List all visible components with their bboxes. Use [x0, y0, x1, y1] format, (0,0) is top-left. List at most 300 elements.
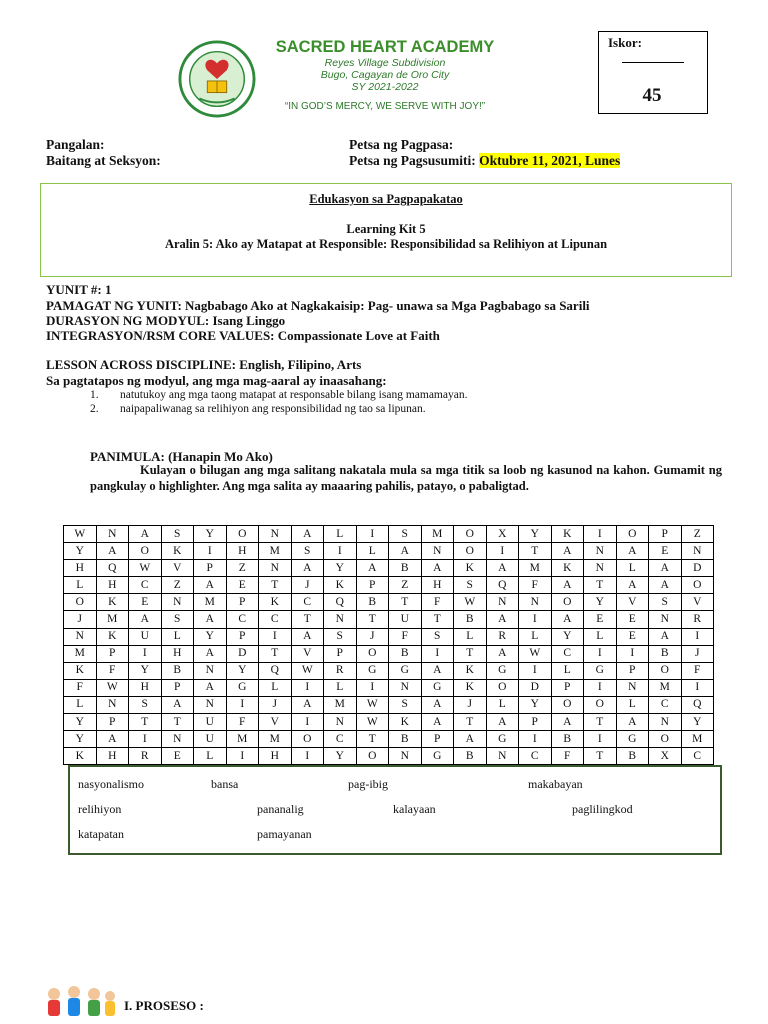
grid-letter-cell[interactable]: T [129, 714, 162, 731]
grid-letter-cell[interactable]: A [96, 731, 129, 748]
grid-letter-cell[interactable]: B [389, 731, 422, 748]
grid-letter-cell[interactable]: T [291, 611, 324, 628]
grid-letter-cell[interactable]: R [324, 662, 357, 679]
grid-letter-cell[interactable]: N [96, 696, 129, 713]
grid-letter-cell[interactable]: Q [681, 696, 714, 713]
grid-letter-cell[interactable]: S [161, 611, 194, 628]
grid-letter-cell[interactable]: P [551, 679, 584, 696]
grid-letter-cell[interactable]: I [584, 731, 617, 748]
grid-letter-cell[interactable]: A [649, 560, 682, 577]
grid-letter-cell[interactable]: I [519, 662, 552, 679]
grid-letter-cell[interactable]: L [64, 696, 97, 713]
grid-letter-cell[interactable]: M [519, 560, 552, 577]
grid-letter-cell[interactable]: A [649, 577, 682, 594]
grid-letter-cell[interactable]: O [584, 696, 617, 713]
grid-letter-cell[interactable]: Y [194, 628, 227, 645]
grid-letter-cell[interactable]: A [486, 611, 519, 628]
grid-letter-cell[interactable]: O [681, 577, 714, 594]
grid-letter-cell[interactable]: O [454, 543, 487, 560]
grid-letter-cell[interactable]: A [161, 696, 194, 713]
grid-letter-cell[interactable]: O [616, 526, 649, 543]
grid-letter-cell[interactable]: E [161, 748, 194, 765]
grid-letter-cell[interactable]: J [454, 696, 487, 713]
grid-letter-cell[interactable]: A [194, 611, 227, 628]
grid-letter-cell[interactable]: T [421, 611, 454, 628]
grid-letter-cell[interactable]: Q [486, 577, 519, 594]
grid-letter-cell[interactable]: N [64, 628, 97, 645]
grid-letter-cell[interactable]: T [584, 748, 617, 765]
grid-letter-cell[interactable]: N [324, 714, 357, 731]
grid-letter-cell[interactable]: A [194, 577, 227, 594]
grid-letter-cell[interactable]: K [454, 560, 487, 577]
grid-letter-cell[interactable]: Z [681, 526, 714, 543]
grid-letter-cell[interactable]: I [356, 526, 389, 543]
grid-letter-cell[interactable]: Y [226, 662, 259, 679]
grid-letter-cell[interactable]: W [129, 560, 162, 577]
grid-letter-cell[interactable]: A [486, 714, 519, 731]
grid-letter-cell[interactable]: T [161, 714, 194, 731]
grid-letter-cell[interactable]: W [96, 679, 129, 696]
grid-letter-cell[interactable]: C [551, 645, 584, 662]
grid-letter-cell[interactable]: L [194, 748, 227, 765]
grid-letter-cell[interactable]: Y [324, 560, 357, 577]
grid-letter-cell[interactable]: Y [681, 714, 714, 731]
grid-letter-cell[interactable]: N [161, 731, 194, 748]
grid-letter-cell[interactable]: O [551, 696, 584, 713]
grid-letter-cell[interactable]: A [551, 611, 584, 628]
grid-letter-cell[interactable]: M [226, 731, 259, 748]
grid-row [64, 577, 714, 594]
grid-letter-cell[interactable]: H [226, 543, 259, 560]
grid-letter-cell[interactable]: G [421, 679, 454, 696]
grid-letter-cell[interactable]: P [324, 645, 357, 662]
grid-letter-cell[interactable]: A [421, 662, 454, 679]
grid-letter-cell[interactable]: W [519, 645, 552, 662]
grid-letter-cell[interactable]: F [96, 662, 129, 679]
grid-letter-cell[interactable]: S [161, 526, 194, 543]
grid-letter-cell[interactable]: I [584, 645, 617, 662]
grid-letter-cell[interactable]: K [64, 748, 97, 765]
grid-letter-cell[interactable]: A [486, 560, 519, 577]
grid-letter-cell[interactable]: T [389, 594, 422, 611]
grid-letter-cell[interactable]: C [291, 594, 324, 611]
grid-letter-cell[interactable]: H [421, 577, 454, 594]
grid-letter-cell[interactable]: D [226, 645, 259, 662]
grid-letter-cell[interactable]: P [421, 731, 454, 748]
grid-letter-cell[interactable]: I [194, 543, 227, 560]
grid-letter-cell[interactable]: K [259, 594, 292, 611]
grid-letter-cell[interactable]: C [259, 611, 292, 628]
grid-letter-cell[interactable]: Q [96, 560, 129, 577]
grid-letter-cell[interactable]: T [356, 611, 389, 628]
grid-letter-cell[interactable]: A [486, 645, 519, 662]
grid-letter-cell[interactable]: Y [64, 731, 97, 748]
grid-letter-cell[interactable]: J [64, 611, 97, 628]
grid-letter-cell[interactable]: Y [194, 526, 227, 543]
grid-letter-cell[interactable]: A [356, 560, 389, 577]
grid-letter-cell[interactable]: I [584, 679, 617, 696]
grid-letter-cell[interactable]: Y [64, 714, 97, 731]
grid-letter-cell[interactable]: A [551, 714, 584, 731]
grid-letter-cell[interactable]: W [356, 696, 389, 713]
grid-letter-cell[interactable]: F [389, 628, 422, 645]
grid-letter-cell[interactable]: I [259, 628, 292, 645]
grid-row [64, 594, 714, 611]
grid-letter-cell[interactable]: G [616, 731, 649, 748]
grid-letter-cell[interactable]: E [616, 628, 649, 645]
grid-letter-cell[interactable]: L [324, 679, 357, 696]
discipline-value: English, Filipino, Arts [239, 357, 362, 372]
grid-letter-cell[interactable]: F [519, 577, 552, 594]
grid-letter-cell[interactable]: C [519, 748, 552, 765]
word-bank-item: makabayan [528, 777, 583, 791]
grid-letter-cell[interactable]: J [259, 696, 292, 713]
score-blank-line [622, 62, 684, 63]
grid-letter-cell[interactable]: J [356, 628, 389, 645]
grid-letter-cell[interactable]: N [324, 611, 357, 628]
grid-letter-cell[interactable]: V [161, 560, 194, 577]
grid-letter-cell[interactable]: B [161, 662, 194, 679]
grid-letter-cell[interactable]: O [551, 594, 584, 611]
intro-instructions: Kulayan o bilugan ang mga salitang nakatala mula sa mga titik sa loob ng kasunod na kahon. Gumamit ng pangkulay o highlighter. Ang mga salita ay maaaring pahilis, patayo, o pabaligtad. [90, 463, 722, 493]
grid-letter-cell[interactable]: G [389, 662, 422, 679]
grid-letter-cell[interactable]: E [649, 543, 682, 560]
grid-letter-cell[interactable]: I [519, 611, 552, 628]
grid-letter-cell[interactable]: A [454, 731, 487, 748]
grid-letter-cell[interactable]: A [649, 628, 682, 645]
grid-letter-cell[interactable]: I [486, 543, 519, 560]
grid-letter-cell[interactable]: I [356, 679, 389, 696]
grid-letter-cell[interactable]: A [291, 628, 324, 645]
grid-letter-cell[interactable]: K [324, 577, 357, 594]
grid-letter-cell[interactable]: A [129, 526, 162, 543]
grid-letter-cell[interactable]: N [649, 714, 682, 731]
grid-letter-cell[interactable]: C [226, 611, 259, 628]
grid-letter-cell[interactable]: K [96, 628, 129, 645]
grid-letter-cell[interactable]: H [259, 748, 292, 765]
grid-letter-cell[interactable]: N [194, 696, 227, 713]
grid-letter-cell[interactable]: T [259, 577, 292, 594]
grid-letter-cell[interactable]: A [616, 577, 649, 594]
grid-letter-cell[interactable]: K [454, 679, 487, 696]
grid-letter-cell[interactable]: N [584, 543, 617, 560]
grid-letter-cell[interactable]: Y [324, 748, 357, 765]
grid-letter-cell[interactable]: O [64, 594, 97, 611]
grid-letter-cell[interactable]: C [681, 748, 714, 765]
grid-letter-cell[interactable]: T [454, 714, 487, 731]
grid-letter-cell[interactable]: P [161, 679, 194, 696]
grid-letter-cell[interactable]: I [519, 731, 552, 748]
grid-letter-cell[interactable]: L [161, 628, 194, 645]
grid-letter-cell[interactable]: M [194, 594, 227, 611]
grid-letter-cell[interactable]: T [356, 731, 389, 748]
grid-letter-cell[interactable]: G [356, 662, 389, 679]
grid-letter-cell[interactable]: G [486, 731, 519, 748]
grid-letter-cell[interactable]: B [616, 748, 649, 765]
grid-letter-cell[interactable]: K [96, 594, 129, 611]
grid-letter-cell[interactable]: A [551, 543, 584, 560]
grid-letter-cell[interactable]: H [64, 560, 97, 577]
grid-letter-cell[interactable]: I [616, 645, 649, 662]
grid-letter-cell[interactable]: P [519, 714, 552, 731]
grid-letter-cell[interactable]: N [584, 560, 617, 577]
grid-letter-cell[interactable]: S [649, 594, 682, 611]
grid-row [64, 714, 714, 731]
core-values-row [46, 328, 440, 344]
grid-letter-cell[interactable]: M [681, 731, 714, 748]
grid-letter-cell[interactable]: A [421, 714, 454, 731]
grid-letter-cell[interactable]: I [584, 526, 617, 543]
grid-letter-cell[interactable]: L [259, 679, 292, 696]
grid-letter-cell[interactable]: M [324, 696, 357, 713]
grid-letter-cell[interactable]: S [421, 628, 454, 645]
module-duration-value: Isang Linggo [212, 313, 286, 328]
grid-letter-cell[interactable]: A [551, 577, 584, 594]
grid-letter-cell[interactable]: S [324, 628, 357, 645]
grid-letter-cell[interactable]: P [616, 662, 649, 679]
grid-letter-cell[interactable]: Z [226, 560, 259, 577]
grid-letter-cell[interactable]: N [259, 560, 292, 577]
grid-row [64, 731, 714, 748]
grid-letter-cell[interactable]: V [616, 594, 649, 611]
grid-letter-cell[interactable]: J [291, 577, 324, 594]
grid-letter-cell[interactable]: S [389, 526, 422, 543]
grid-letter-cell[interactable]: Z [161, 577, 194, 594]
grid-letter-cell[interactable]: S [454, 577, 487, 594]
grid-letter-cell[interactable]: N [259, 526, 292, 543]
grid-letter-cell[interactable]: M [96, 611, 129, 628]
grid-letter-cell[interactable]: C [129, 577, 162, 594]
grid-letter-cell[interactable]: Q [259, 662, 292, 679]
grid-letter-cell[interactable]: R [486, 628, 519, 645]
grid-letter-cell[interactable]: H [161, 645, 194, 662]
grid-letter-cell[interactable]: N [649, 611, 682, 628]
grid-letter-cell[interactable]: N [519, 594, 552, 611]
grid-letter-cell[interactable]: E [129, 594, 162, 611]
grid-letter-cell[interactable]: L [454, 628, 487, 645]
grid-letter-cell[interactable]: A [291, 526, 324, 543]
grid-letter-cell[interactable]: M [64, 645, 97, 662]
grid-letter-cell[interactable]: A [421, 560, 454, 577]
grid-letter-cell[interactable]: Y [551, 628, 584, 645]
grid-letter-cell[interactable]: T [454, 645, 487, 662]
grid-letter-cell[interactable]: W [356, 714, 389, 731]
grid-letter-cell[interactable]: O [356, 645, 389, 662]
grid-letter-cell[interactable]: R [129, 748, 162, 765]
grid-letter-cell[interactable]: O [226, 526, 259, 543]
grid-letter-cell[interactable]: O [356, 748, 389, 765]
grid-letter-cell[interactable]: U [194, 714, 227, 731]
grid-letter-cell[interactable]: P [226, 594, 259, 611]
grid-letter-cell[interactable]: E [616, 611, 649, 628]
unit-title-label: PAMAGAT NG YUNIT: [46, 298, 182, 313]
grid-letter-cell[interactable]: B [454, 611, 487, 628]
grid-letter-cell[interactable]: B [389, 560, 422, 577]
grid-letter-cell[interactable]: A [96, 543, 129, 560]
grid-letter-cell[interactable]: F [64, 679, 97, 696]
grid-letter-cell[interactable]: L [519, 628, 552, 645]
grid-letter-cell[interactable]: A [194, 645, 227, 662]
grid-letter-cell[interactable]: L [486, 696, 519, 713]
grid-letter-cell[interactable]: K [161, 543, 194, 560]
grid-letter-cell[interactable]: N [681, 543, 714, 560]
grid-letter-cell[interactable]: N [486, 748, 519, 765]
grid-letter-cell[interactable]: I [129, 645, 162, 662]
grid-letter-cell[interactable]: H [129, 679, 162, 696]
grid-letter-cell[interactable]: Y [64, 543, 97, 560]
grid-letter-cell[interactable]: M [259, 731, 292, 748]
grid-letter-cell[interactable]: S [129, 696, 162, 713]
grid-letter-cell[interactable]: I [324, 543, 357, 560]
grid-letter-cell[interactable]: A [389, 543, 422, 560]
grid-letter-cell[interactable]: F [681, 662, 714, 679]
grid-letter-cell[interactable]: F [551, 748, 584, 765]
grid-letter-cell[interactable]: I [226, 696, 259, 713]
word-bank-item: bansa [211, 777, 239, 791]
grid-letter-cell[interactable]: Y [519, 526, 552, 543]
grid-letter-cell[interactable]: T [259, 645, 292, 662]
grid-letter-cell[interactable]: U [389, 611, 422, 628]
grid-letter-cell[interactable]: P [649, 526, 682, 543]
grid-letter-cell[interactable]: U [194, 731, 227, 748]
grid-letter-cell[interactable]: W [64, 526, 97, 543]
grid-letter-cell[interactable]: H [96, 577, 129, 594]
grid-letter-cell[interactable]: P [356, 577, 389, 594]
school-address-line-1: Reyes Village Subdivision [324, 57, 446, 69]
grid-letter-cell[interactable]: B [551, 731, 584, 748]
grid-letter-cell[interactable]: A [616, 714, 649, 731]
grid-row [64, 543, 714, 560]
grid-letter-cell[interactable]: K [454, 662, 487, 679]
grid-letter-cell[interactable]: N [389, 748, 422, 765]
grid-letter-cell[interactable]: O [486, 679, 519, 696]
grid-letter-cell[interactable]: L [616, 560, 649, 577]
grid-letter-cell[interactable]: O [649, 662, 682, 679]
grid-letter-cell[interactable]: I [129, 731, 162, 748]
grid-letter-cell[interactable]: X [486, 526, 519, 543]
grid-letter-cell[interactable]: N [194, 662, 227, 679]
grid-letter-cell[interactable]: W [291, 662, 324, 679]
grid-letter-cell[interactable]: T [584, 577, 617, 594]
school-motto: “IN GOD’S MERCY, WE SERVE WITH JOY!” [284, 101, 486, 112]
grid-letter-cell[interactable]: A [421, 696, 454, 713]
grid-letter-cell[interactable]: I [681, 628, 714, 645]
grid-letter-cell[interactable]: O [129, 543, 162, 560]
grid-letter-cell[interactable]: M [421, 526, 454, 543]
grid-letter-cell[interactable]: F [226, 714, 259, 731]
grid-letter-cell[interactable]: Q [324, 594, 357, 611]
name-label: Pangalan: [46, 137, 105, 152]
grid-letter-cell[interactable]: O [649, 731, 682, 748]
grid-letter-cell[interactable]: Z [389, 577, 422, 594]
grid-letter-cell[interactable]: M [259, 543, 292, 560]
grid-letter-cell[interactable]: W [454, 594, 487, 611]
grid-letter-cell[interactable]: A [291, 696, 324, 713]
grid-letter-cell[interactable]: S [291, 543, 324, 560]
grid-letter-cell[interactable]: V [681, 594, 714, 611]
grid-letter-cell[interactable]: B [454, 748, 487, 765]
grid-letter-cell[interactable]: C [649, 696, 682, 713]
grid-letter-cell[interactable]: A [129, 611, 162, 628]
grid-letter-cell[interactable]: L [324, 526, 357, 543]
grid-letter-cell[interactable]: I [291, 748, 324, 765]
grid-letter-cell[interactable]: N [421, 543, 454, 560]
grid-letter-cell[interactable]: N [389, 679, 422, 696]
grid-letter-cell[interactable]: G [584, 662, 617, 679]
grid-letter-cell[interactable]: U [129, 628, 162, 645]
grid-letter-cell[interactable]: V [291, 645, 324, 662]
grid-letter-cell[interactable]: N [96, 526, 129, 543]
grid-letter-cell[interactable]: C [324, 731, 357, 748]
grid-letter-cell[interactable]: L [551, 662, 584, 679]
grid-letter-cell[interactable]: G [421, 748, 454, 765]
grid-letter-cell[interactable]: T [584, 714, 617, 731]
grid-letter-cell[interactable]: S [389, 696, 422, 713]
grid-letter-cell[interactable]: O [454, 526, 487, 543]
check-date-label: Petsa ng Pagsusumiti: [349, 153, 476, 168]
grid-row [64, 611, 714, 628]
grid-letter-cell[interactable]: B [356, 594, 389, 611]
grid-letter-cell[interactable]: Y [584, 594, 617, 611]
grid-letter-cell[interactable]: O [291, 731, 324, 748]
grid-letter-cell[interactable]: L [356, 543, 389, 560]
grid-letter-cell[interactable]: A [616, 543, 649, 560]
grid-letter-cell[interactable]: K [389, 714, 422, 731]
grid-letter-cell[interactable]: P [96, 714, 129, 731]
grid-letter-cell[interactable]: T [519, 543, 552, 560]
grid-letter-cell[interactable]: N [486, 594, 519, 611]
grid-letter-cell[interactable]: N [161, 594, 194, 611]
grid-letter-cell[interactable]: M [649, 679, 682, 696]
grid-letter-cell[interactable]: P [194, 560, 227, 577]
grid-letter-cell[interactable]: A [194, 679, 227, 696]
grid-letter-cell[interactable]: L [616, 696, 649, 713]
grid-letter-cell[interactable]: V [259, 714, 292, 731]
grid-letter-cell[interactable]: K [64, 662, 97, 679]
grid-letter-cell[interactable]: B [389, 645, 422, 662]
grid-letter-cell[interactable]: I [291, 714, 324, 731]
grid-letter-cell[interactable]: F [421, 594, 454, 611]
grid-letter-cell[interactable]: J [681, 645, 714, 662]
grid-letter-cell[interactable]: H [96, 748, 129, 765]
grid-letter-cell[interactable]: D [519, 679, 552, 696]
grid-letter-cell[interactable]: A [291, 560, 324, 577]
grid-letter-cell[interactable]: G [226, 679, 259, 696]
unit-title-value: Nagbabago Ako at Nagkakaisip: Pag- unawa sa Mga Pagbabago sa Sarili [185, 298, 590, 313]
grid-letter-cell[interactable]: E [584, 611, 617, 628]
grid-letter-cell[interactable]: D [681, 560, 714, 577]
grid-letter-cell[interactable]: L [64, 577, 97, 594]
grid-letter-cell[interactable]: R [681, 611, 714, 628]
grid-letter-cell[interactable]: I [226, 748, 259, 765]
grid-letter-cell[interactable]: X [649, 748, 682, 765]
grid-letter-cell[interactable]: K [551, 526, 584, 543]
grid-letter-cell[interactable]: Y [519, 696, 552, 713]
grid-letter-cell[interactable]: P [96, 645, 129, 662]
grid-letter-cell[interactable]: B [649, 645, 682, 662]
grid-letter-cell[interactable]: Y [129, 662, 162, 679]
grid-letter-cell[interactable]: E [226, 577, 259, 594]
grid-letter-cell[interactable]: N [616, 679, 649, 696]
grid-letter-cell[interactable]: P [226, 628, 259, 645]
grid-letter-cell[interactable]: I [681, 679, 714, 696]
grid-letter-cell[interactable]: L [584, 628, 617, 645]
grid-letter-cell[interactable]: I [291, 679, 324, 696]
grid-letter-cell[interactable]: K [551, 560, 584, 577]
grid-letter-cell[interactable]: G [486, 662, 519, 679]
grid-letter-cell[interactable]: I [421, 645, 454, 662]
grid-row [64, 748, 714, 765]
